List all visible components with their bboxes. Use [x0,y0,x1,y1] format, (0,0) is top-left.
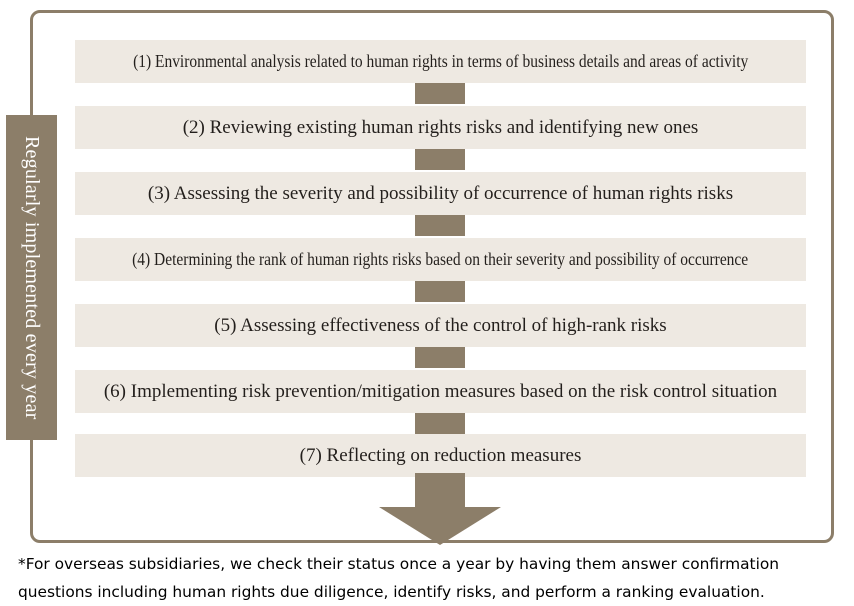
step-5-box [75,304,806,347]
footnote-line-1: *For overseas subsidiaries, we check their status once a year by having them answer confirmation [18,555,780,573]
step-2-box [75,106,806,149]
connector-4-5 [415,281,465,302]
step-5-label: (5) Assessing effectiveness of the control of high-rank risks [214,314,667,336]
step-3-box [75,172,806,215]
connector-2-3 [415,149,465,170]
side-label: Regularly implemented every year [21,135,43,420]
side-label-bar [6,115,57,440]
step-7-label: (7) Reflecting on reduction measures [299,444,582,466]
step-4-box [75,238,806,281]
step-6-box [75,370,806,413]
step-7-box [75,434,806,477]
connector-3-4 [415,215,465,236]
step-6-label: (6) Implementing risk prevention/mitigation measures based on the risk control situation [103,380,778,402]
step-2-label: (2) Reviewing existing human rights risks and identifying new ones [182,116,699,138]
step-3-label: (3) Assessing the severity and possibility of occurrence of human rights risks [147,182,734,204]
down-arrow-icon [379,473,501,545]
step-4-label: (4) Determining the rank of human rights risks based on their severity and possibility of occurrence [132,249,749,269]
connector-1-2 [415,83,465,104]
step-1-label: (1) Environmental analysis related to human rights in terms of business details and areas of activity [132,51,749,71]
footnote [18,550,848,606]
footnote-line-2: questions including human rights due diligence, identify risks, and perform a ranking evaluation. [18,583,765,601]
connector-6-7 [415,413,465,434]
step-1-box [75,40,806,83]
connector-5-6 [415,347,465,368]
